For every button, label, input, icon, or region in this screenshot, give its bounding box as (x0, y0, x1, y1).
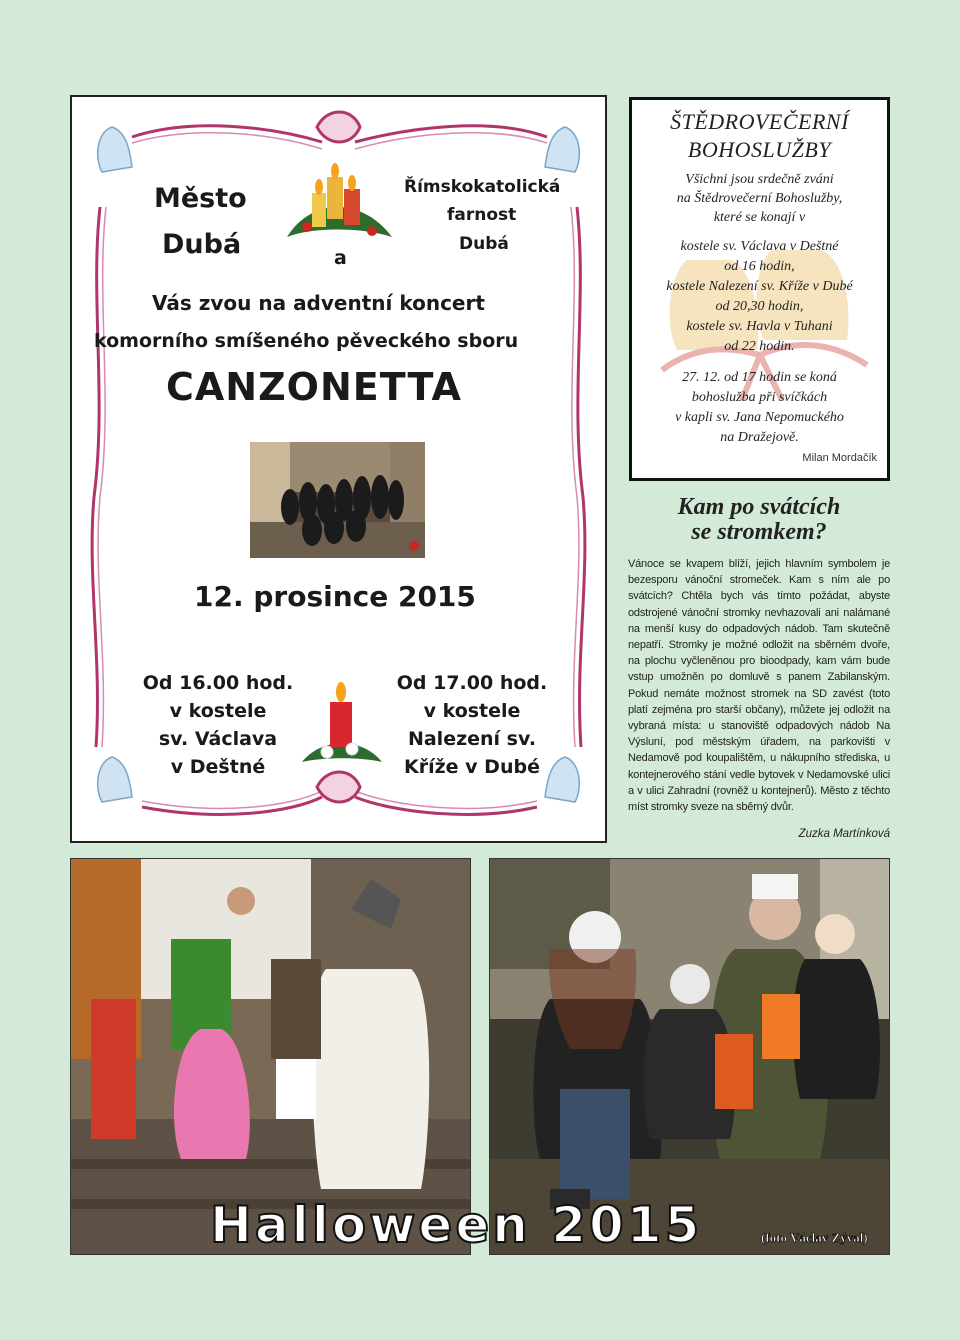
mass-schedule (632, 237, 887, 357)
poster-invite-line1: Vás zvou na adventní koncert (152, 291, 485, 315)
left-venue-line: v Deštné (170, 756, 266, 778)
mass-schedule-line: kostele Nalezení sv. Kříže v Dubé (666, 279, 853, 294)
poster-conjunction: a (334, 247, 347, 269)
tree-title-line: Kam po svátcích (677, 494, 841, 520)
left-venue-line: v kostele (169, 700, 267, 722)
right-venue-line: Nalezení sv. (407, 728, 537, 750)
halloween-photo-credit: (foto Václav Zýval) (761, 1230, 868, 1245)
mass-extra (632, 368, 887, 448)
choir-photo (250, 442, 425, 558)
mass-author: Milan Mordačík (802, 452, 877, 464)
poster-date: 12. prosince 2015 (194, 580, 476, 613)
right-venue-line: Kříže v Dubé (404, 756, 540, 778)
mass-title-line: BOHOSLUŽBY (687, 137, 832, 162)
mass-extra-line: na Dražejově. (720, 430, 799, 445)
tree-article-body: Vánoce se kvapem blíží, jejich hlavním symbolem je bezesporu vánoční stromeček. Kam s ním ale po svátcích? Chtěla bych vás tímto požádat, abyste odstrojené vánoční stromky nevhazovali ani nalámané na menší kusy do odpadových nádob. Tam skutečně nepatří. Stromky je možné odložit na sběrném dvoře, na plochu vyčleněnou pro bioodpady, kam vám bude vstup umožněn po domluvě s panem Zabilanským. Pokud nemáte možnost stromek na SD zavést (toto platí zejména pro starší občany), můžete jej odložit na vybraná místa: u stanoviště odpadových nádob Na Výsluní, pod městským úřadem, na parkovišti v Nedamově pod koupalištěm, u nákupního střediska, u kontejnerového stání vedle bytovek v Nedamovské ulici a v ulici Zahradní (rovněž u kontejnerů). Město z těchto míst stromky sveze na sběrný dvůr. (628, 558, 890, 814)
mass-schedule-line: od 16 hodin, (724, 259, 795, 274)
poster-parish-line1: Římskokatolická (404, 177, 561, 197)
right-venue-line: v kostele (423, 700, 521, 722)
poster-city-line1: Město (154, 183, 247, 214)
mass-schedule-line: od 22 hodin. (724, 339, 795, 354)
mass-schedule-line: od 20,30 hodin, (715, 299, 804, 314)
mass-intro-line: na Štědrovečerní Bohoslužby, (676, 191, 843, 206)
right-venue-line: Od 17.00 hod. (396, 672, 548, 694)
poster-city-line2: Dubá (162, 229, 242, 260)
concert-poster (70, 95, 607, 843)
poster-choir-name: CANZONETTA (166, 365, 462, 409)
mass-title (632, 108, 887, 164)
mass-title-line: ŠTĚDROVEČERNÍ (670, 109, 849, 134)
tree-title-line: se stromkem? (691, 519, 827, 545)
left-venue-line: sv. Václava (158, 728, 278, 750)
christmas-mass-box (629, 97, 890, 481)
mass-extra-line: 27. 12. od 17 hodin se koná (682, 370, 837, 385)
left-venue-line: Od 16.00 hod. (142, 672, 294, 694)
mass-schedule-line: kostele sv. Václava v Deštné (680, 239, 839, 254)
tree-article-title (628, 495, 890, 545)
poster-parish-line3: Dubá (459, 234, 509, 254)
poster-right-venue (382, 669, 562, 781)
mass-intro-line: Všichni jsou srdečně zváni (685, 172, 834, 187)
poster-left-venue (128, 669, 308, 781)
mass-intro-line: které se konají v (713, 210, 806, 225)
halloween-title: Halloween 2015 (210, 1196, 703, 1254)
mass-extra-line: bohoslužba při svíčkách (691, 390, 828, 405)
poster-parish-line2: farnost (447, 205, 517, 225)
poster-invite-line2: komorního smíšeného pěveckého sboru (94, 330, 519, 352)
mass-schedule-line: kostele sv. Havla v Tuhani (686, 319, 833, 334)
tree-article-author: Zuzka Martínková (798, 828, 890, 840)
mass-intro (632, 170, 887, 227)
mass-extra-line: v kapli sv. Jana Nepomuckého (675, 410, 844, 425)
